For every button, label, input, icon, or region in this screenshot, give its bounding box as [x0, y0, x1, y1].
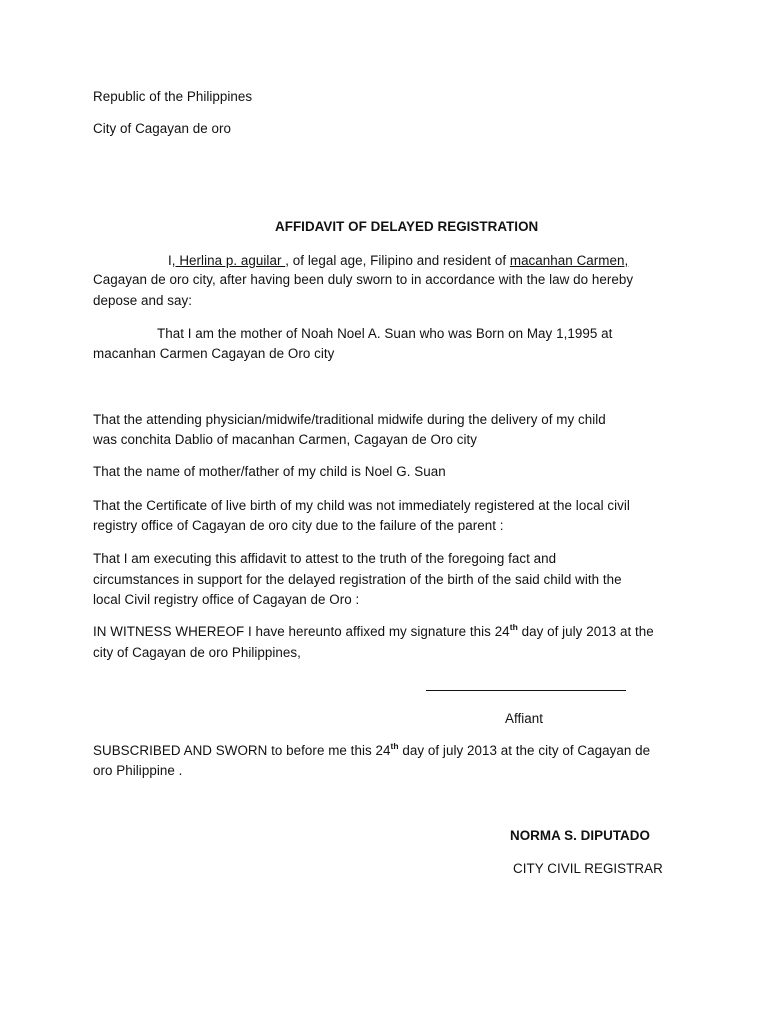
sworn-post: day of july 2013 at the city of Cagayan de [398, 743, 651, 758]
para3-line-1: That the name of mother/father of my child is Noel G. Suan [93, 464, 446, 479]
para2-line-1: That the attending physician/midwife/traditional midwife during the delivery of my child [93, 412, 606, 427]
sworn-line-2: oro Philippine . [93, 763, 183, 778]
para5-line-1: That I am executing this affidavit to attest to the truth of the foregoing fact and [93, 551, 557, 566]
para1-line-2: macanhan Carmen Cagayan de Oro city [93, 346, 335, 361]
affiant-signature-line [426, 690, 626, 691]
affiant-name: , Herlina p. aguilar [171, 253, 286, 268]
intro-pre: I [168, 253, 172, 268]
document-title: AFFIDAVIT OF DELAYED REGISTRATION [275, 219, 539, 234]
witness-pre: IN WITNESS WHEREOF I have hereunto affixed my signature this 24 [93, 624, 510, 639]
intro-line-1 [168, 253, 628, 269]
witness-line-2: city of Cagayan de oro Philippines, [93, 645, 301, 660]
sworn-sup: th [390, 740, 399, 751]
header-city: City of Cagayan de oro [93, 121, 232, 136]
para4-line-1: That the Certificate of live birth of my child was not immediately registered at the local civil [93, 498, 630, 513]
intro-mid: , of legal age, Filipino and resident of [285, 253, 510, 268]
witness-post: day of july 2013 at the [517, 624, 654, 639]
para5-line-2: circumstances in support for the delayed registration of the birth of the said child with the [93, 572, 622, 587]
intro-line-3: depose and say: [93, 293, 193, 308]
intro-line-2: Cagayan de oro city, after having been duly sworn to in accordance with the law do hereby [93, 272, 634, 287]
para2-line-2: was conchita Dablio of macanhan Carmen, Cagayan de Oro city [93, 432, 478, 447]
registrar-title: CITY CIVIL REGISTRAR [513, 861, 663, 876]
para4-line-2: registry office of Cagayan de oro city due to the failure of the parent : [93, 518, 504, 533]
para1-line-1: That I am the mother of Noah Noel A. Suan who was Born on May 1,1995 at [157, 326, 613, 341]
witness-line-1 [93, 621, 654, 640]
witness-sup: th [509, 621, 518, 632]
affiant-label: Affiant [505, 711, 544, 726]
sworn-line-1 [93, 740, 651, 759]
sworn-pre: SUBSCRIBED AND SWORN to before me this 24 [93, 743, 391, 758]
para5-line-3: local Civil registry office of Cagayan de Oro : [93, 592, 360, 607]
registrar-name: NORMA S. DIPUTADO [510, 828, 650, 843]
header-republic: Republic of the Philippines [93, 89, 253, 104]
affiant-residence: macanhan Carmen, [509, 253, 629, 268]
